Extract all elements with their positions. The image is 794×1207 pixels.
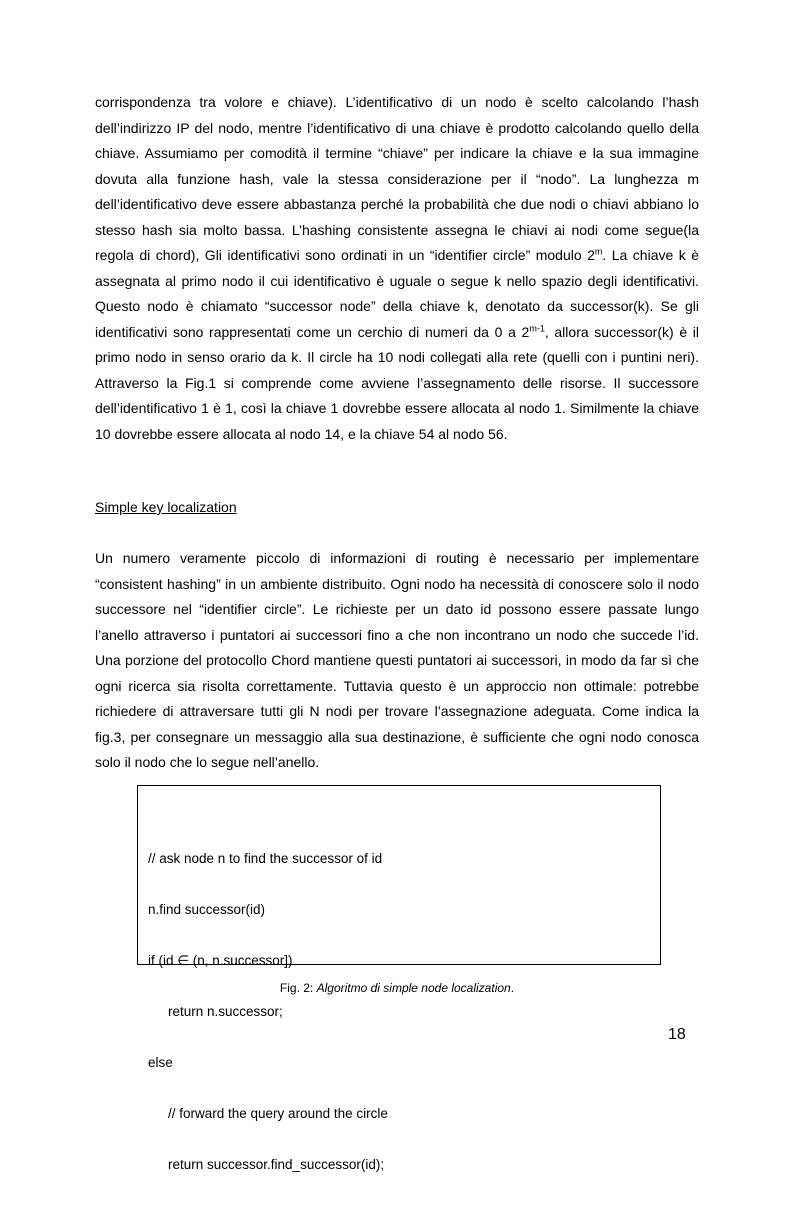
body-paragraph-2: Un numero veramente piccolo di informazioni di routing è necessario per implementare “consistent hashing” in un ambiente distribuito. Ogni nodo ha necessità di conoscere solo il nodo successore nel “identifier circle”. Le richieste per un dato id possono essere passate lungo l’anello attraverso i puntatori ai successori fino a che non incontrano un nodo che succede l’id. Una porzione del protocollo Chord mantiene questi puntatori ai successori, in modo da far sì che ogni ricerca sia risolta correttamente. Tuttavia questo è un approccio non ottimale: potrebbe richiedere di attraversare tutti gli N nodi per trovare l’assegnazione adeguata. Come indica la fig.3, per consegnare un messaggio alla sua destinazione, è sufficiente che ogni nodo conosca solo il nodo che lo segue nell’anello. [95,550,699,770]
code-line: return successor.find_successor(id); [168,1157,385,1172]
section-heading: Simple key localization [95,499,237,515]
code-line: n.find successor(id) [148,902,266,917]
superscript-m-minus-1: m-1 [529,322,545,333]
code-line: // forward the query around the circle [168,1106,388,1121]
body-paragraph-1: corrispondenza tra volore e chiave). L’identificativo di un nodo è scelto calcolando l’hash dell’indirizzo IP del nodo, mentre l’identificativo di una chiave è prodotto calcolando quello della chiave. Assumiamo per comodità il termine “chiave” per indicare la chiave e la sua immagine dovuta alla funzione hash, vale la stessa considerazione per il “nodo”. La lunghezza m dell’identificativo deve essere abbastanza perché la probabilità che due nodi o chiavi abbiano lo stesso hash sia molto bassa. L’hashing consistente assegna le chiavi ai nodi come segue(la regola di chord), Gli identificativi sono ordinati in un “identifier circle” modulo 2$^m$. La chiave k è assegnata al primo nodo il cui identificativo è uguale o segue k nello spazio degli identificativi. Questo nodo è chiamato “successor node” della chiave k, denotato da successor(k). Se gli identificativi sono rappresentati come un cerchio di numeri da 0 a 2$^{m-1}$, allora successor(k) è il primo nodo in senso orario da k. Il circle ha 10 nodi collegati alla rete (quelli con i puntini neri). Attraverso la Fig.1 si comprende come avviene l’assegnamento delle risorse. Il successore dell’identificativo 1 è 1, così la chiave 1 dovrebbe essere allocata al nodo 1. Similmente la chiave 10 dovrebbe essere allocata al nodo 14, e la chiave 54 al nodo 56. [95,94,699,442]
page-number: 18 [668,1026,686,1043]
superscript-m: m [594,246,603,257]
code-line: else [148,1055,173,1070]
code-line: // ask node n to find the successor of id [148,851,383,866]
pseudocode [148,816,388,1207]
code-line: if (id ∈ (n, n.successor]) [148,953,293,968]
figure-caption: Fig. 2: Algoritmo di simple node localization. [279,981,515,995]
code-line: return n.successor; [168,1004,283,1019]
caption-title: Algoritmo di simple node localization [316,981,511,995]
